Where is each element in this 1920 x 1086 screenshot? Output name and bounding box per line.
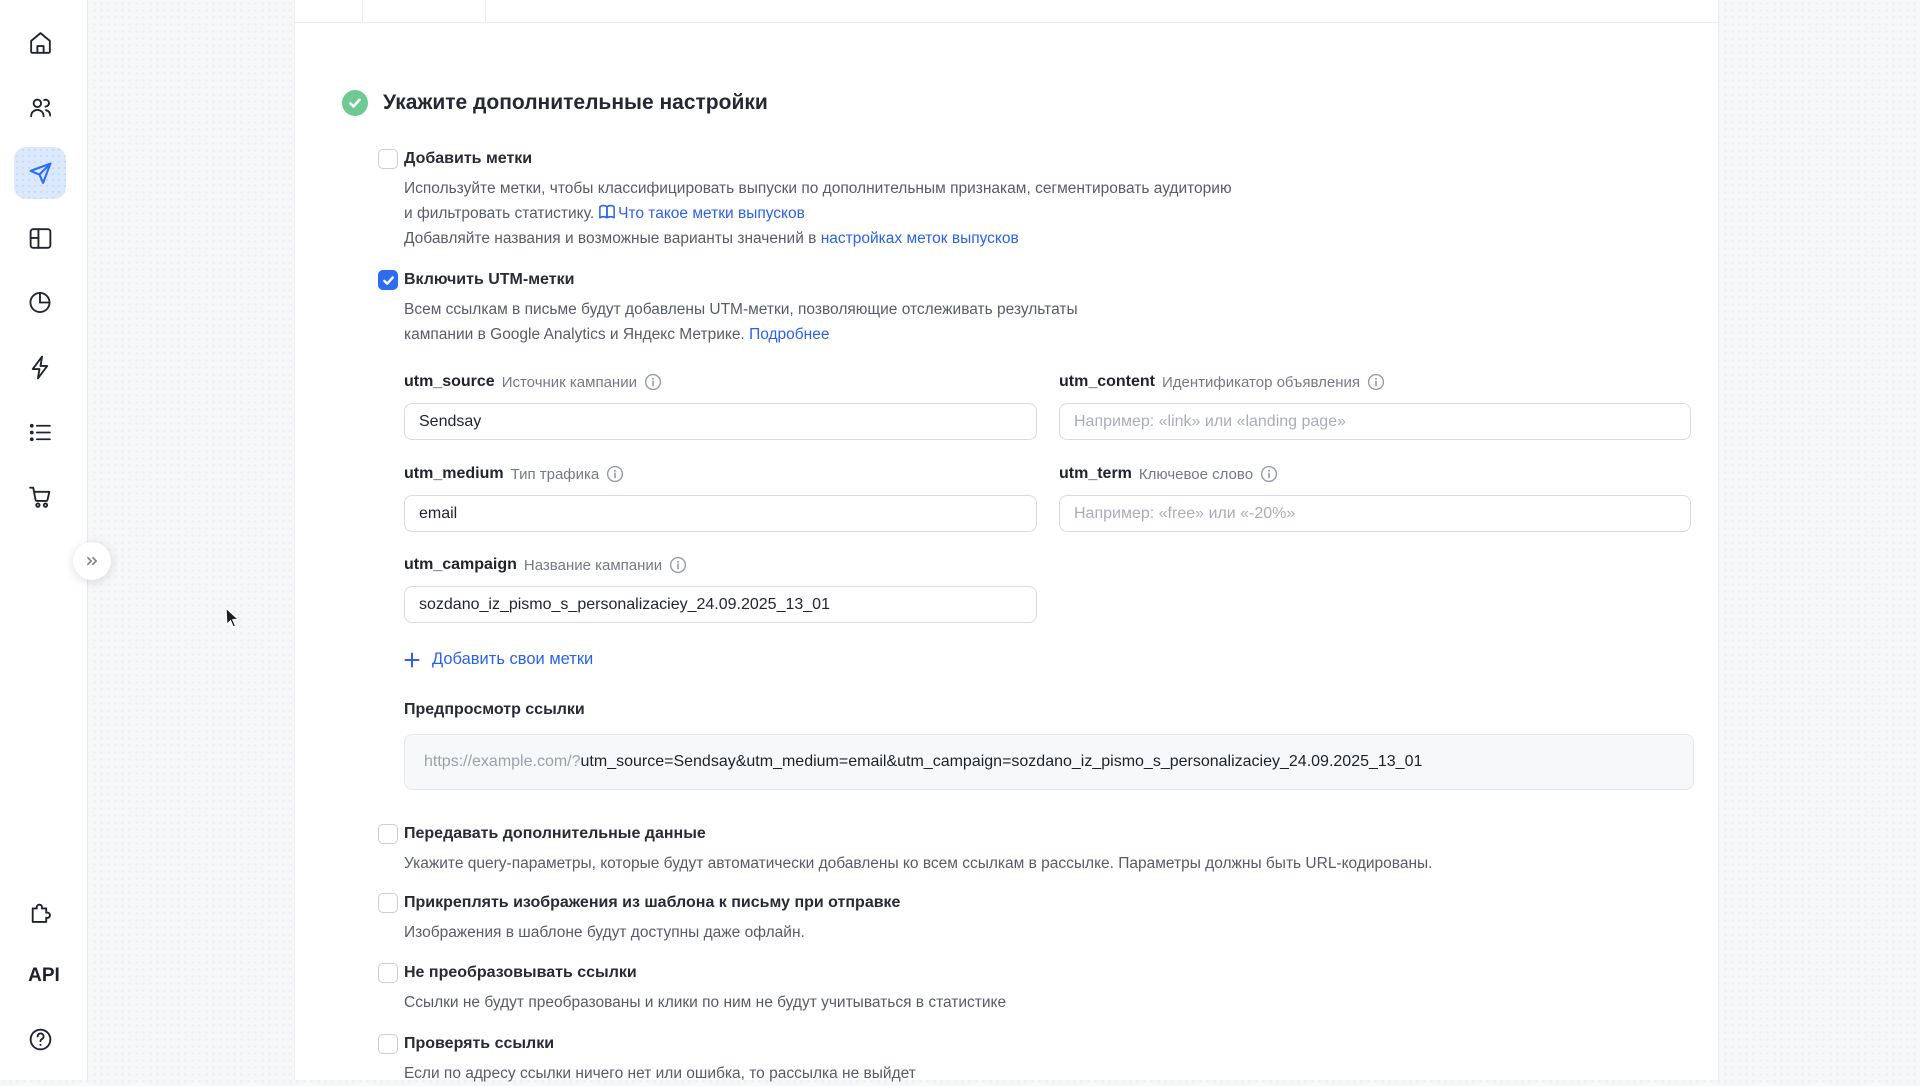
- audience-icon: [27, 95, 54, 122]
- book-icon: [598, 204, 616, 220]
- sidebar-item-campaigns[interactable]: [14, 147, 66, 199]
- sidebar-item-api[interactable]: API: [28, 965, 60, 986]
- utm-medium-field: [404, 464, 1037, 532]
- sidebar-item-statistics[interactable]: [20, 282, 60, 322]
- field-name: utm_source: [404, 373, 495, 390]
- help-icon: [27, 1026, 54, 1053]
- cutoff-table-divider: [362, 0, 363, 22]
- sidebar-item-integrations[interactable]: [20, 891, 60, 931]
- utm-source-input[interactable]: [404, 403, 1037, 440]
- check-circle-icon: [342, 90, 368, 116]
- add-labels-label[interactable]: Добавить метки: [404, 150, 533, 167]
- what-are-labels-link[interactable]: Что такое метки выпусков: [618, 205, 805, 222]
- utm-medium-input[interactable]: [404, 495, 1037, 532]
- utm-campaign-field: [404, 555, 1037, 623]
- utm-source-field: [404, 372, 1037, 440]
- cutoff-table-divider: [485, 0, 486, 22]
- cart-icon: [27, 483, 54, 510]
- layout-icon: [27, 225, 54, 252]
- enable-utm-checkbox[interactable]: [378, 270, 398, 290]
- sidebar-item-templates[interactable]: [20, 218, 60, 258]
- puzzle-icon: [27, 898, 54, 925]
- info-icon[interactable]: [1260, 465, 1278, 483]
- enable-utm-description: Всем ссылкам в письме будут добавлены UTM-метки, позволяющие отслеживать результаты кампании в Google Analytics и Яндекс Метрике. Подробнее: [404, 301, 1078, 343]
- option-attach-images: [378, 893, 900, 945]
- no-link-transform-checkbox[interactable]: [378, 963, 398, 983]
- sidebar-collapse-button[interactable]: [73, 542, 111, 580]
- option-extra-data: [378, 824, 1432, 876]
- info-icon[interactable]: [644, 373, 662, 391]
- pie-chart-icon: [27, 289, 54, 316]
- content-card: [294, 0, 1719, 1080]
- field-hint: Идентификатор объявления: [1162, 373, 1361, 391]
- preview-base-url: https://example.com/?: [424, 753, 581, 770]
- sidebar-item-audience[interactable]: [20, 88, 60, 128]
- sidebar-item-lists[interactable]: [20, 412, 60, 452]
- field-hint: Название кампании: [523, 556, 663, 574]
- plus-icon: [404, 652, 420, 668]
- check-links-description: Если по адресу ссылки ничего нет или ошибка, то рассылка не выйдет: [404, 1065, 916, 1082]
- chevrons-right-icon: [82, 551, 102, 571]
- utm-content-input[interactable]: [1059, 403, 1691, 440]
- utm-term-input[interactable]: [1059, 495, 1691, 532]
- field-hint: Источник кампании: [501, 373, 637, 391]
- extra-data-checkbox[interactable]: [378, 824, 398, 844]
- section-header: [342, 90, 768, 116]
- attach-images-description: Изображения в шаблоне будут доступны даже офлайн.: [404, 924, 805, 941]
- add-custom-labels-button[interactable]: Добавить свои метки: [404, 650, 593, 669]
- utm-campaign-input[interactable]: [404, 586, 1037, 623]
- utm-more-link[interactable]: Подробнее: [749, 326, 830, 343]
- field-name: utm_content: [1059, 373, 1155, 390]
- send-icon: [27, 160, 54, 187]
- lightning-icon: [27, 354, 54, 381]
- option-enable-utm: [378, 270, 1078, 347]
- field-name: utm_medium: [404, 465, 504, 482]
- sidebar-item-automation[interactable]: [20, 347, 60, 387]
- checkmark-icon: [382, 274, 395, 287]
- sidebar-item-help[interactable]: [20, 1019, 60, 1059]
- field-name: utm_term: [1059, 465, 1132, 482]
- attach-images-label[interactable]: Прикреплять изображения из шаблона к письму при отправке: [404, 894, 901, 911]
- preview-query-string: utm_source=Sendsay&utm_medium=email&utm_campaign=sozdano_iz_pismo_s_personalizaciey_24.09.2025_13_01: [580, 753, 1423, 770]
- enable-utm-label[interactable]: Включить UTM-метки: [404, 271, 575, 288]
- sidebar-item-shop[interactable]: [20, 476, 60, 516]
- info-icon[interactable]: [1367, 373, 1385, 391]
- cutoff-table-border: [295, 22, 1720, 23]
- info-icon[interactable]: [669, 556, 687, 574]
- utm-term-field: [1059, 464, 1691, 532]
- no-link-transform-description: Ссылки не будут преобразованы и клики по ним не будут учитываться в статистике: [404, 994, 1007, 1011]
- check-links-label[interactable]: Проверять ссылки: [404, 1035, 555, 1052]
- mouse-cursor: [225, 607, 245, 629]
- link-preview-box: [404, 734, 1694, 790]
- extra-data-label[interactable]: Передавать дополнительные данные: [404, 825, 706, 842]
- utm-content-field: [1059, 372, 1691, 440]
- option-no-link-transform: [378, 963, 1006, 1015]
- page-title: Укажите дополнительные настройки: [383, 91, 768, 114]
- no-link-transform-label[interactable]: Не преобразовывать ссылки: [404, 964, 637, 981]
- add-labels-checkbox[interactable]: [378, 149, 398, 169]
- extra-data-description: Укажите query-параметры, которые будут автоматически добавлены ко всем ссылкам в рассылке. Параметры должны быть URL-кодированы.: [404, 855, 1433, 872]
- option-check-links: [378, 1034, 916, 1086]
- list-icon: [27, 419, 54, 446]
- home-icon: [27, 30, 54, 57]
- field-hint: Ключевое слово: [1138, 465, 1254, 483]
- add-labels-description: Используйте метки, чтобы классифицировать выпуски по дополнительным признакам, сегментировать аудиторию и фильтровать статистику. Что такое метки выпусков Добавляйте названия и возможные варианты значений в настройках меток выпусков: [404, 180, 1232, 247]
- field-hint: Тип трафика: [510, 465, 600, 483]
- preview-title: Предпросмотр ссылки: [404, 701, 585, 718]
- check-links-checkbox[interactable]: [378, 1034, 398, 1054]
- field-name: utm_campaign: [404, 556, 517, 573]
- labels-settings-link[interactable]: настройках меток выпусков: [820, 230, 1019, 247]
- sidebar-item-home[interactable]: [20, 23, 60, 63]
- info-icon[interactable]: [606, 465, 624, 483]
- option-add-labels: [378, 149, 1232, 251]
- attach-images-checkbox[interactable]: [378, 893, 398, 913]
- sidebar: [0, 0, 88, 1080]
